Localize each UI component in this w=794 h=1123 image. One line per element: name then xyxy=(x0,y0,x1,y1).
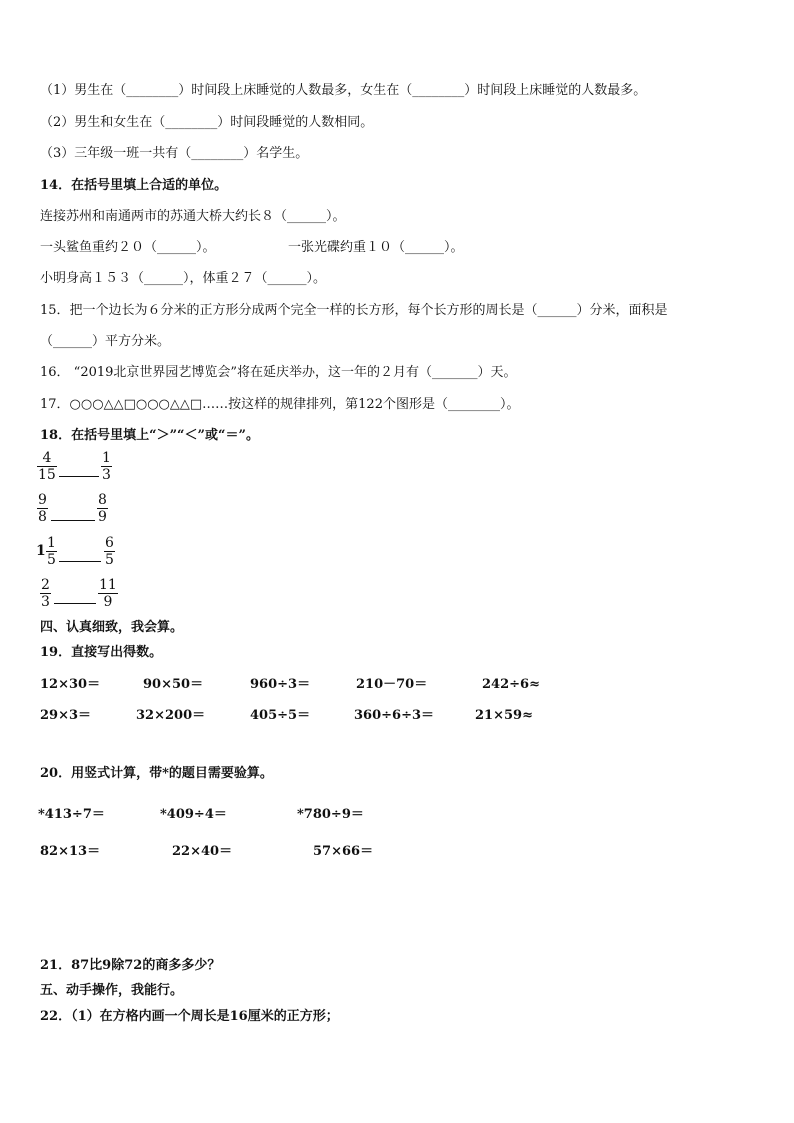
q22-line: 22．（1）在方格内画一个周长是16厘米的正方形； xyxy=(40,1009,339,1024)
denominator: 5 xyxy=(105,552,114,568)
calc-item: 960÷3＝ xyxy=(250,677,311,692)
q13-line-1: （1）男生在（________）时间段上床睡觉的人数最多，女生在（________）时间段上床睡觉的人数最多。 xyxy=(40,83,647,98)
left-fraction xyxy=(37,450,57,483)
answer-blank[interactable] xyxy=(54,602,96,604)
q13-line-2: （2）男生和女生在（________）时间段睡觉的人数相同。 xyxy=(40,115,374,130)
numerator: 8 xyxy=(98,492,107,508)
right-fraction xyxy=(101,450,112,483)
section-5-heading: 五、动手操作，我能行。 xyxy=(40,983,184,998)
q17-line: 17．○○○△△□○○○△△□……按这样的规律排列，第122个图形是（________）。 xyxy=(40,397,520,412)
q21-line: 21．87比9除72的商多多少？ xyxy=(40,958,221,973)
q14-title: 14．在括号里填上合适的单位。 xyxy=(40,178,228,193)
numerator: 1 xyxy=(102,450,111,466)
denominator: 8 xyxy=(38,509,47,525)
q16-line: 16． “2019北京世界园艺博览会”将在延庆举办，这一年的２月有（_______）天。 xyxy=(40,365,517,380)
vertical-calc-item: *413÷7＝ xyxy=(38,807,105,822)
right-fraction xyxy=(104,535,115,568)
numerator: 6 xyxy=(105,535,114,551)
left-fraction xyxy=(46,535,57,568)
left-fraction xyxy=(40,577,51,610)
denominator: 9 xyxy=(98,509,107,525)
calc-item: 32×200＝ xyxy=(136,708,206,723)
q19-title: 19．直接写出得数。 xyxy=(40,645,163,660)
calc-item: 242÷6≈ xyxy=(482,677,540,692)
numerator: 4 xyxy=(42,450,52,466)
numerator: 1 xyxy=(47,535,56,551)
calc-item: 405÷5＝ xyxy=(250,708,311,723)
section-4-heading: 四、认真细致，我会算。 xyxy=(40,620,184,635)
denominator: 5 xyxy=(47,552,56,568)
q15-line-1: 15．把一个边长为６分米的正方形分成两个完全一样的长方形，每个长方形的周长是（______）分米，面积是 xyxy=(40,303,668,318)
q14-line-3: 小明身高１５３（______），体重２７（______）。 xyxy=(40,271,327,286)
q15-line-2: （______）平方分米。 xyxy=(40,334,171,349)
vertical-calc-item: 82×13＝ xyxy=(40,844,101,859)
calc-item: 90×50＝ xyxy=(143,677,204,692)
q14-line-1: 连接苏州和南通两市的苏通大桥大约长８（______）。 xyxy=(40,209,346,224)
vertical-calc-item: 22×40＝ xyxy=(172,844,233,859)
denominator: 9 xyxy=(98,593,118,610)
denominator: 15 xyxy=(38,467,56,483)
numerator: 11 xyxy=(99,577,117,593)
right-fraction xyxy=(97,492,108,525)
calc-item: 21×59≈ xyxy=(475,708,533,723)
left-fraction xyxy=(37,492,48,525)
q18-title: 18．在括号里填上“＞”“＜”或“＝”。 xyxy=(40,428,259,443)
right-fraction xyxy=(98,577,118,610)
answer-blank[interactable] xyxy=(59,475,99,477)
calc-item: 210－70＝ xyxy=(356,677,428,692)
answer-blank[interactable] xyxy=(59,560,101,562)
denominator: 3 xyxy=(41,594,50,610)
calc-item: 360÷6÷3＝ xyxy=(354,708,435,723)
vertical-calc-item: *409÷4＝ xyxy=(160,807,227,822)
vertical-calc-item: 57×66＝ xyxy=(313,844,374,859)
q14-line-2a: 一头鲨鱼重约２０（______）。 xyxy=(40,240,216,255)
calc-item: 29×3＝ xyxy=(40,708,92,723)
numerator: 9 xyxy=(38,492,47,508)
calc-item: 12×30＝ xyxy=(40,677,101,692)
q14-line-2b: 一张光碟约重１０（______）。 xyxy=(288,240,464,255)
vertical-calc-item: *780÷9＝ xyxy=(297,807,364,822)
answer-blank[interactable] xyxy=(51,519,95,521)
mixed-whole: 1 xyxy=(36,543,46,559)
q13-line-3: （3）三年级一班一共有（________）名学生。 xyxy=(40,146,309,161)
denominator: 3 xyxy=(102,467,111,483)
q20-title: 20．用竖式计算，带*的题目需要验算。 xyxy=(40,766,273,781)
numerator: 2 xyxy=(41,577,50,593)
